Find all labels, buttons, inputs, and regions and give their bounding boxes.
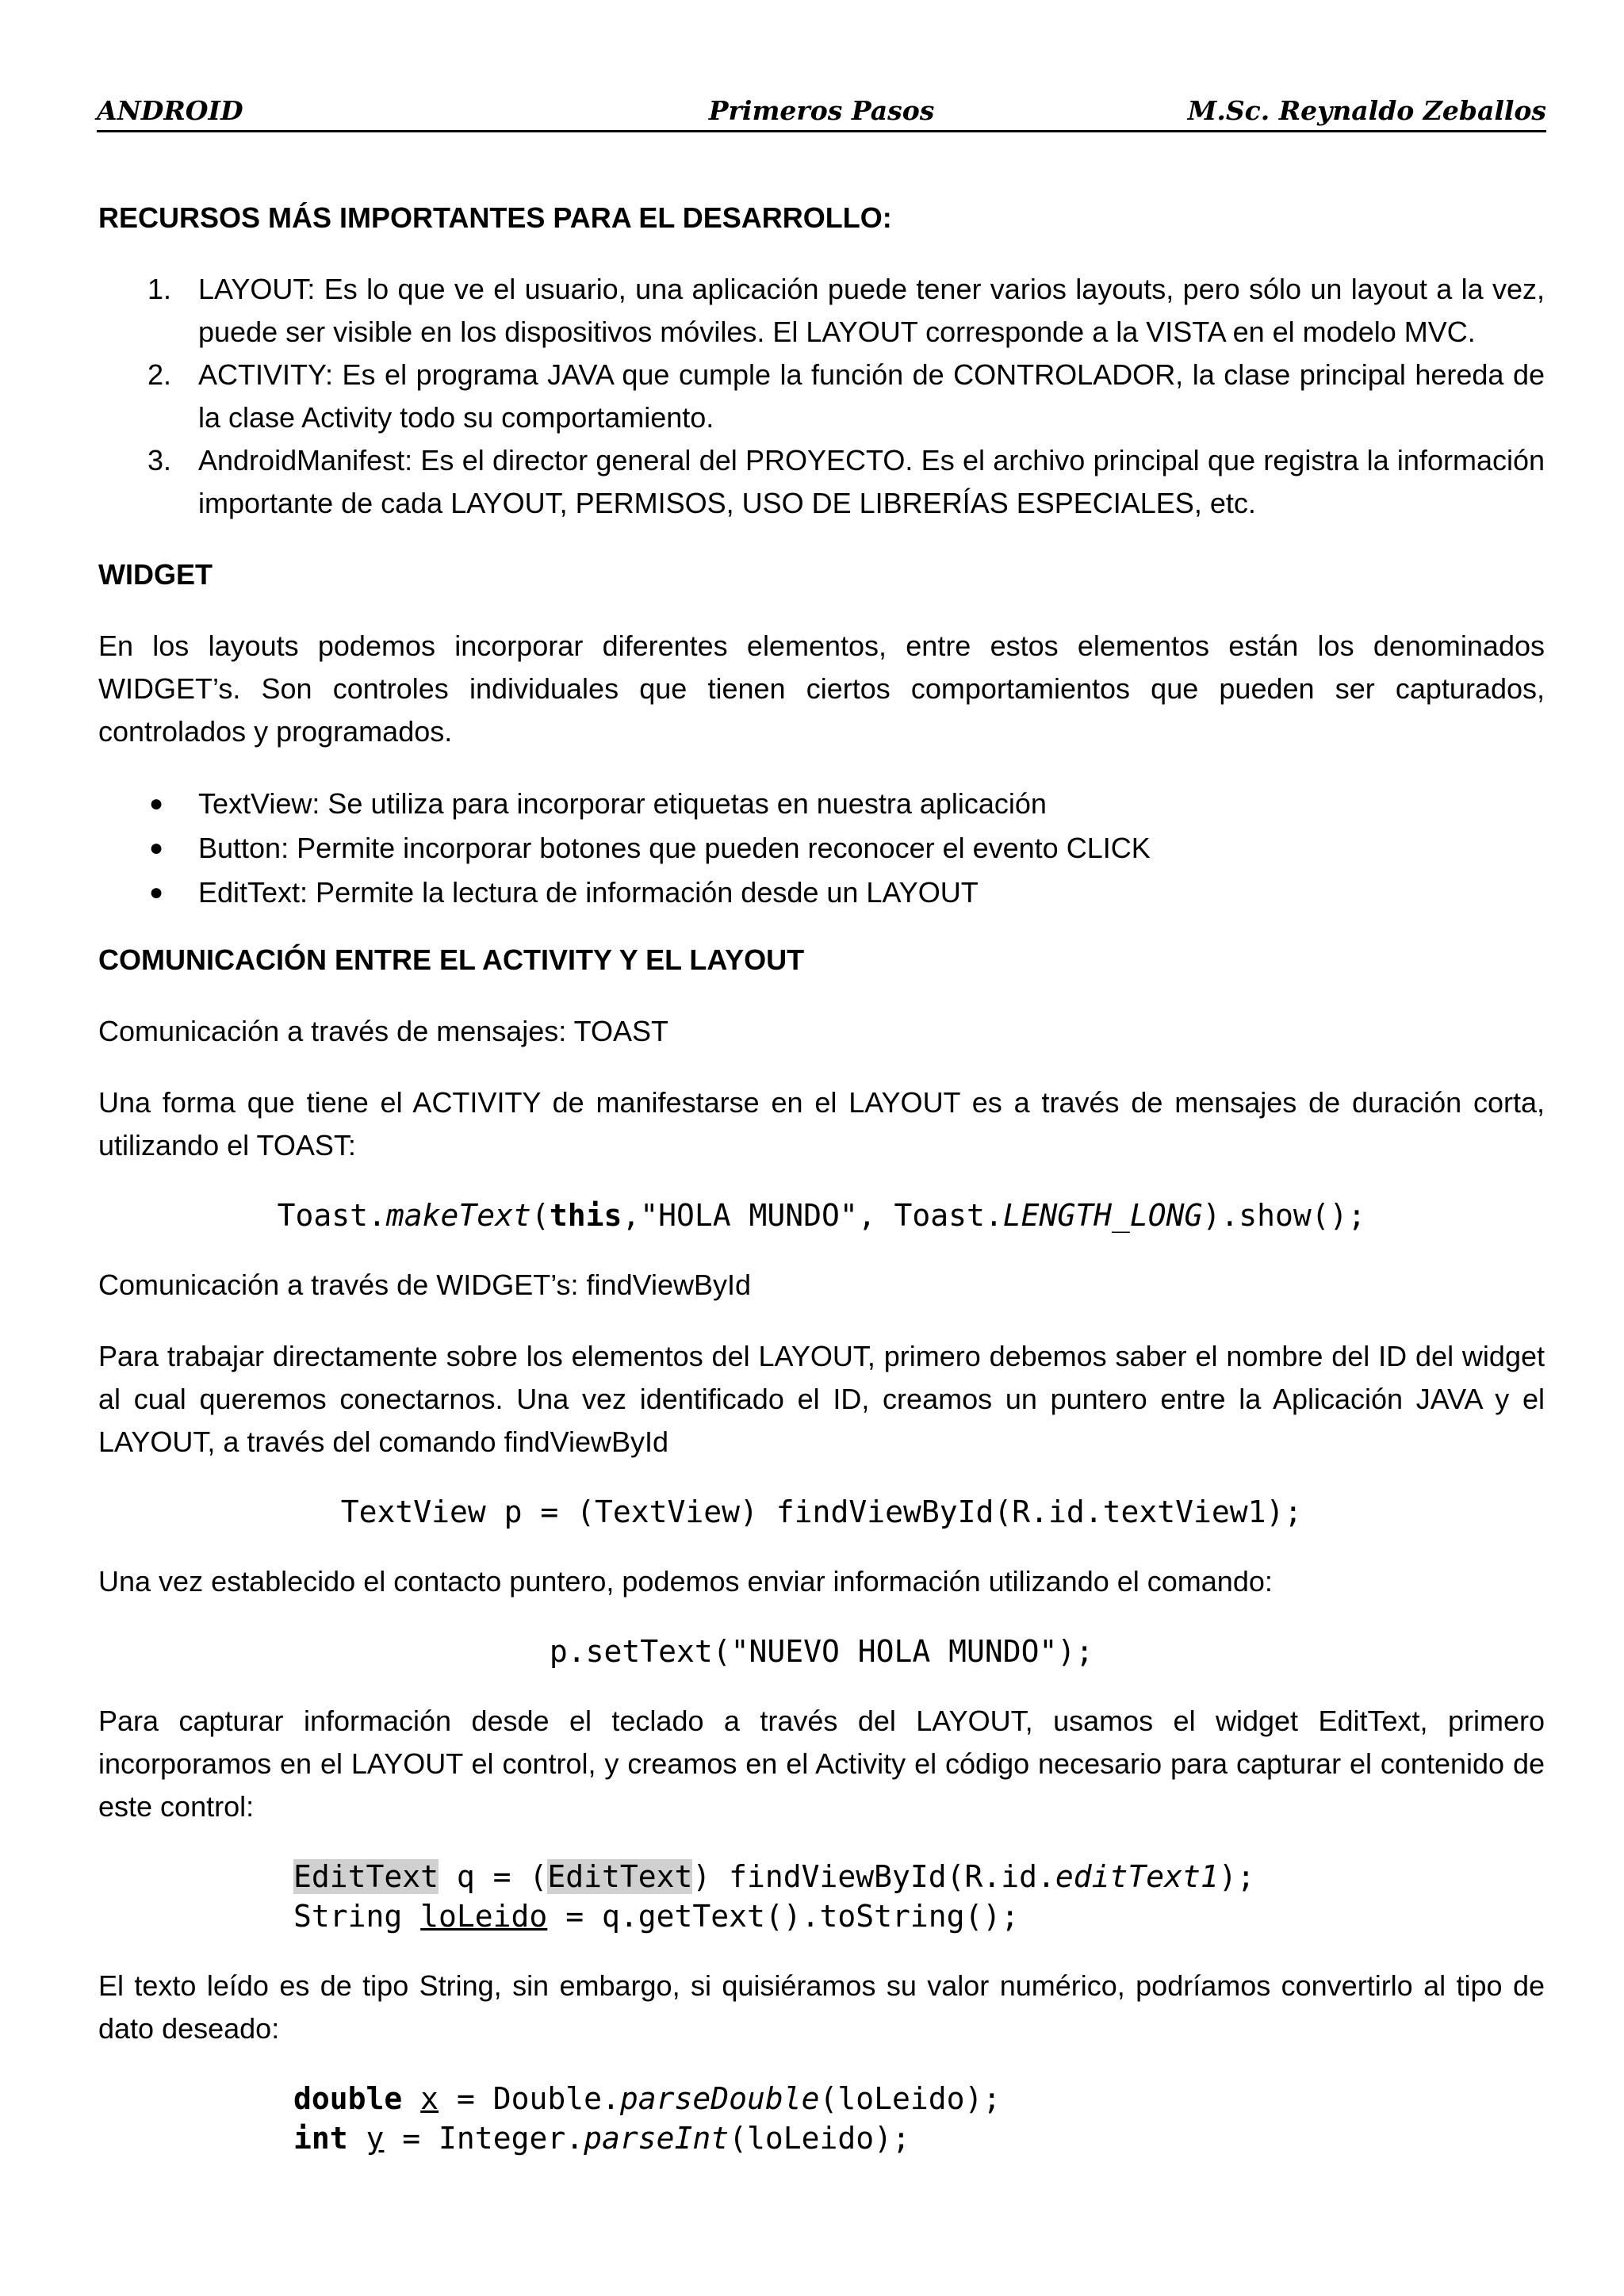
widget-intro: En los layouts podemos incorporar diferentes elementos, entre estos elementos están los denominados WIDGET’s. Son controles individuales que tienen ciertos comportamientos que pueden ser capturados, controlados y programados.	[98, 629, 1545, 748]
recursos-list	[98, 268, 1545, 525]
list-item	[98, 826, 1545, 871]
toast-paragraph: Una forma que tiene el ACTIVITY de manifestarse en el LAYOUT es a través de mensajes de duración corta, utilizando el TOAST:	[98, 1086, 1545, 1161]
list-number: 2.	[147, 358, 172, 391]
list-item-text: ACTIVITY: Es el programa JAVA que cumple la función de CONTROLADOR, la clase principal hereda de la clase Activity todo su comportamiento.	[198, 358, 1545, 434]
list-item	[98, 354, 1545, 439]
document-body	[98, 197, 1545, 2187]
widget-bullet-list	[98, 782, 1545, 915]
header-left: ANDROID	[97, 95, 243, 126]
list-item	[98, 782, 1545, 826]
list-item-text: EditText: Permite la lectura de información desde un LAYOUT	[198, 876, 979, 909]
list-item	[98, 439, 1545, 525]
section-heading-recursos: RECURSOS MÁS IMPORTANTES PARA EL DESARROLLO:	[98, 201, 892, 234]
bullet-icon: ●	[149, 835, 164, 861]
page-header	[97, 89, 1546, 132]
edittext-paragraph: Para capturar información desde el teclado a través del LAYOUT, usamos el widget EditText, primero incorporamos en el LAYOUT el control, y creamos en el Activity el código necesario para capturar el contenido de este control:	[98, 1705, 1545, 1823]
section-heading-widget: WIDGET	[98, 558, 213, 591]
settext-paragraph: Una vez establecido el contacto puntero, podemos enviar información utilizando el comando:	[98, 1565, 1273, 1598]
bullet-icon: ●	[149, 790, 164, 817]
code-findviewbyid: TextView p = (TextView) findViewById(R.id.textView1);	[340, 1494, 1303, 1529]
list-item-text: LAYOUT: Es lo que ve el usuario, una aplicación puede tener varios layouts, pero sólo un layout a la vez, puede ser visible en los dispositivos móviles. El LAYOUT corresponde a la VISTA en el modelo MVC.	[198, 273, 1545, 348]
subheading-toast: Comunicación a través de mensajes: TOAST	[98, 1015, 668, 1047]
list-item	[98, 268, 1545, 354]
list-item-text: Button: Permite incorporar botones que pueden reconocer el evento CLICK	[198, 832, 1151, 864]
list-number: 1.	[147, 273, 172, 305]
findviewbyid-paragraph: Para trabajar directamente sobre los elementos del LAYOUT, primero debemos saber el nombre del ID del widget al cual queremos conectarnos. Una vez identificado el ID, creamos un puntero entre la Aplicación JAVA y el LAYOUT, a través del comando findViewById	[98, 1340, 1545, 1458]
header-center: Primeros Pasos	[708, 95, 935, 126]
code-parse: double x = Double.parseDouble(loLeido); int y = Integer.parseInt(loLeido);	[293, 2081, 1002, 2156]
list-item-text: AndroidManifest: Es el director general del PROYECTO. Es el archivo principal que registra la información importante de cada LAYOUT, PERMISOS, USO DE LIBRERÍAS ESPECIALES, etc.	[198, 444, 1545, 519]
code-edittext: EditText q = (EditText) findViewById(R.id.editText1); String loLeido = q.getText().toString();	[293, 1859, 1255, 1934]
list-item	[98, 871, 1545, 915]
code-toast: Toast.makeText(this,"HOLA MUNDO", Toast.LENGTH_LONG).show();	[277, 1198, 1366, 1233]
section-heading-comunicacion: COMUNICACIÓN ENTRE EL ACTIVITY Y EL LAYOUT	[98, 943, 805, 976]
code-settext: p.setText("NUEVO HOLA MUNDO");	[549, 1634, 1094, 1669]
bullet-icon: ●	[149, 879, 164, 905]
subheading-findviewbyid: Comunicación a través de WIDGET’s: findViewById	[98, 1269, 752, 1301]
header-right: M.Sc. Reynaldo Zeballos	[1187, 95, 1546, 126]
list-number: 3.	[147, 444, 172, 476]
parse-paragraph: El texto leído es de tipo String, sin embargo, si quisiéramos su valor numérico, podríamos convertirlo al tipo de dato deseado:	[98, 1969, 1545, 2045]
list-item-text: TextView: Se utiliza para incorporar etiquetas en nuestra aplicación	[198, 787, 1047, 820]
